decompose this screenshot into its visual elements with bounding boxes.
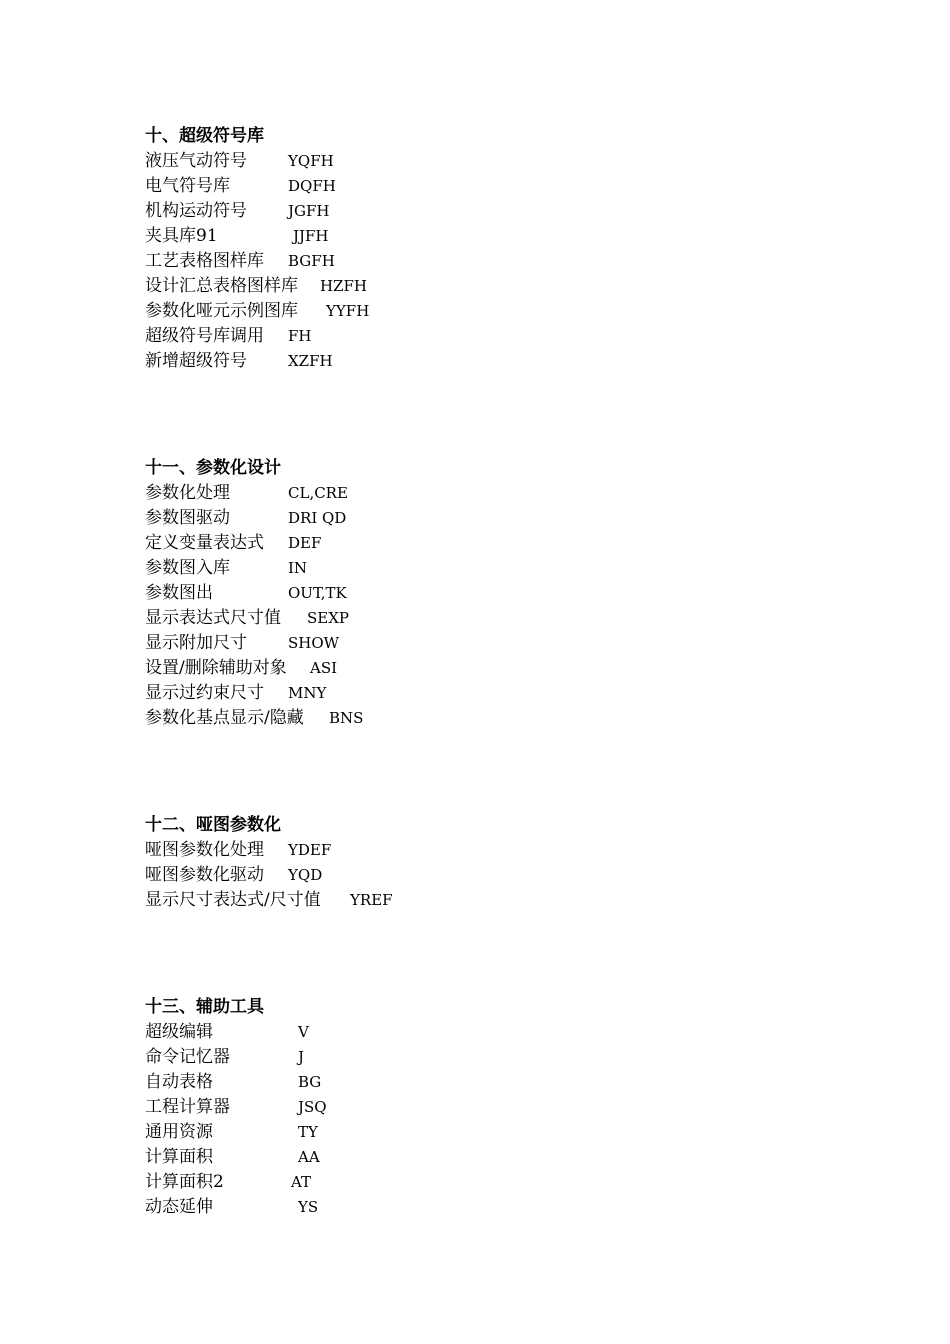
item-command-code: IN — [288, 559, 308, 577]
section-dummy-drawing-parametric — [145, 813, 393, 913]
item-label: 设置/删除辅助对象 — [145, 658, 287, 678]
item-label: 定义变量表达式 — [145, 533, 264, 553]
list-item — [145, 349, 333, 374]
section-super-symbol-library — [145, 124, 370, 374]
list-item — [145, 274, 367, 299]
list-item — [145, 606, 349, 631]
item-command-code: YQD — [288, 866, 323, 884]
list-item — [145, 1095, 327, 1120]
list-item — [145, 656, 338, 681]
item-label: 参数图出 — [145, 583, 213, 603]
item-label: 工程计算器 — [145, 1097, 230, 1117]
list-item — [145, 1045, 305, 1070]
list-item — [145, 1195, 319, 1220]
list-item — [145, 149, 334, 174]
list-item — [145, 631, 340, 656]
item-command-code: YS — [298, 1198, 319, 1216]
list-item — [145, 681, 327, 706]
item-command-code: SEXP — [307, 609, 349, 627]
item-command-code: YQFH — [288, 152, 334, 170]
item-command-code: SHOW — [288, 634, 340, 652]
item-label: 参数图入库 — [145, 558, 230, 578]
item-label: 超级编辑 — [145, 1022, 213, 1042]
item-label: 机构运动符号 — [145, 201, 247, 221]
item-label: 命令记忆器 — [145, 1047, 230, 1067]
list-item — [145, 556, 308, 581]
item-command-code: JGFH — [288, 202, 330, 220]
list-item — [145, 224, 329, 249]
item-label: 工艺表格图样库 — [145, 251, 264, 271]
item-command-code: FH — [288, 327, 312, 345]
section-heading: 十一、参数化设计 — [145, 458, 281, 478]
item-command-code: J — [298, 1048, 305, 1066]
list-item — [145, 199, 330, 224]
item-label: 夹具库91 — [145, 226, 218, 246]
section-auxiliary-tools — [145, 995, 327, 1220]
item-command-code: CL,CRE — [288, 484, 348, 502]
item-command-code: AT — [291, 1173, 312, 1191]
item-label: 电气符号库 — [145, 176, 230, 196]
item-command-code: JSQ — [298, 1098, 327, 1116]
item-command-code: YYFH — [326, 302, 370, 320]
list-item — [145, 888, 393, 913]
item-label: 设计汇总表格图样库 — [145, 276, 298, 296]
item-label: 显示表达式尺寸值 — [145, 608, 281, 628]
item-command-code: BGFH — [288, 252, 335, 270]
list-item — [145, 1145, 320, 1170]
list-item — [145, 324, 312, 349]
item-label: 新增超级符号 — [145, 351, 247, 371]
item-command-code: JJFH — [293, 227, 329, 245]
list-item — [145, 506, 347, 531]
list-item — [145, 531, 322, 556]
item-command-code: YREF — [350, 891, 393, 909]
item-command-code: MNY — [288, 684, 327, 702]
item-command-code: DRI QD — [288, 509, 347, 527]
section-heading: 十、超级符号库 — [145, 126, 264, 146]
item-label: 参数化基点显示/隐藏 — [145, 708, 304, 728]
item-command-code: DQFH — [288, 177, 336, 195]
item-label: 超级符号库调用 — [145, 326, 264, 346]
item-command-code: XZFH — [288, 352, 333, 370]
item-command-code: TY — [298, 1123, 318, 1141]
item-label: 动态延伸 — [145, 1197, 213, 1217]
list-item — [145, 1120, 318, 1145]
item-command-code: V — [298, 1023, 309, 1041]
item-command-code: DEF — [288, 534, 322, 552]
item-command-code: BNS — [329, 709, 364, 727]
item-command-code: OUT,TK — [288, 584, 347, 602]
item-command-code: YDEF — [288, 841, 332, 859]
list-item — [145, 299, 370, 324]
item-label: 显示尺寸表达式/尺寸值 — [145, 890, 321, 910]
list-item — [145, 863, 323, 888]
item-label: 通用资源 — [145, 1122, 213, 1142]
list-item — [145, 1170, 312, 1195]
item-command-code: AA — [298, 1148, 320, 1166]
item-label: 哑图参数化处理 — [145, 840, 264, 860]
item-label: 参数化哑元示例图库 — [145, 301, 298, 321]
section-parametric-design — [145, 456, 364, 731]
item-label: 参数图驱动 — [145, 508, 230, 528]
item-label: 显示附加尺寸 — [145, 633, 247, 653]
item-command-code: ASI — [310, 659, 338, 677]
item-label: 液压气动符号 — [145, 151, 247, 171]
item-label: 自动表格 — [145, 1072, 213, 1092]
list-item — [145, 174, 336, 199]
list-item — [145, 481, 348, 506]
item-label: 哑图参数化驱动 — [145, 865, 264, 885]
item-command-code: HZFH — [320, 277, 367, 295]
section-heading: 十三、辅助工具 — [145, 997, 264, 1017]
item-label: 参数化处理 — [145, 483, 230, 503]
list-item — [145, 838, 332, 863]
item-label: 计算面积2 — [145, 1172, 224, 1192]
section-heading: 十二、哑图参数化 — [145, 815, 281, 835]
list-item — [145, 249, 335, 274]
list-item — [145, 581, 347, 606]
item-label: 计算面积 — [145, 1147, 213, 1167]
list-item — [145, 1020, 309, 1045]
item-label: 显示过约束尺寸 — [145, 683, 264, 703]
item-command-code: BG — [298, 1073, 322, 1091]
list-item — [145, 1070, 322, 1095]
list-item — [145, 706, 364, 731]
